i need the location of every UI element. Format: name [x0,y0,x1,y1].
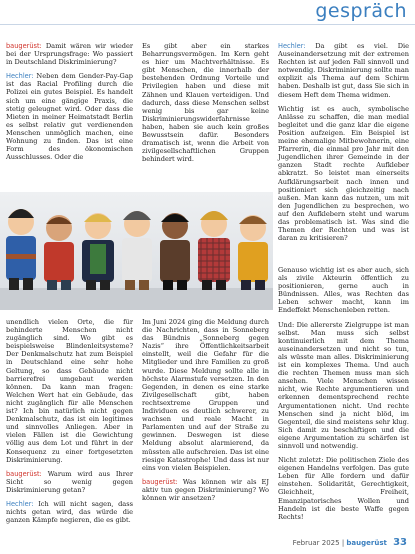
paragraph [278,105,409,243]
header-rule [0,24,415,25]
paragraph-text: Warum wird aus Ihrer Sicht so wenig gegen Diskriminierung getan? [6,469,133,494]
page-number: 33 [393,537,407,548]
paragraph [6,500,133,524]
paragraph-text: Und: Die allererste Zielgruppe ist man selbst. Man muss sich selbst kontinuierlich mit dem Thema auseinandersetzen und nicht so tun, als wüsste man alles. Diskriminierung ist ein komplexes Thema. Und auch die rechten Themen muss man sich ansehen. Viele Menschen wissen nicht, wie Rechte argumentieren und erkennen dementsprechend rechte Argumentationen nicht. Und rechte Menschen sind ja nicht blöd, im Gegenteil, die sind meistens sehr klug. Sich damit zu beschäftigen und die eigene Argumentation zu schärfen ist sinnvoll und notwendig. [278,320,409,450]
figure-2 [44,215,74,290]
figure-5 [160,213,190,290]
paragraph [6,318,133,464]
speaker-label: Hechler: [278,42,306,50]
article-column-2-top [142,42,269,169]
paragraph [6,470,133,494]
paragraph-text: Genauso wichtig ist es aber auch, sich als zivile Akteurin öffentlich zu positionieren, gerne auch in Bündnissen. Alles, was Rechten das Leben schwer macht, kann im Endeffekt Menschenleben retten. [278,266,409,315]
paragraph [278,321,409,451]
paragraph: Es gibt aber ein starkes Beharrungsvermögen. Im Kern geht es hier um Machtverhältnisse. Es gibt Menschen, die innerhalb der bestehenden Ordnung Vorteile und Privilegien haben und diese mit Zähnen und Klauen verteidigen. Und dadurch, dass diese Menschen selbst wenig bis gar keine Diskriminierungswiderfahrnisse haben, haben sie auch kein großes Bewusstsein dafür. Besonders dramatisch ist, wenn die Arbeit von zivilgesellschaftlichen Gruppen behindert wird. [142,42,269,164]
article-column-1-top [6,42,133,167]
figure-4 [122,211,152,290]
speaker-label: baugerüst: [6,469,42,478]
paragraph-text: Da gibt es viel. Die Auseinandersetzung mit der extremen Rechten ist auf jeden Fall sinnvoll und notwendig. Diskriminierung sollte man explizit als Thema auf dem Schirm haben. Deshalb ist gut, dass Sie sich in diesem Heft dem Thema widmen. [278,42,409,99]
issue-date: Februar 2025 [292,539,340,547]
paragraph-text: Im Juni 2024 ging die Meldung durch die Nachrichten, dass in Sonneberg das Bündnis „Sonneberg gegen Nazis“ ihre Öffentlichkeitsarbeit einstellt, weil die Gefahr für die Mitglieder und ihre Familien zu groß wurde. Diese Meldung sollte alle in höchste Alarmstufe versetzen. In den Gegenden, in denen es eine starke Zivilgesellschaft gibt, haben rechtsextreme Gruppen und Individuen es deutlich schwerer, zu wachsen und reale Macht in Parlamenten und auf der Straße zu gewinnen. Deswegen ist diese Meldung absolut alarmierend, da müssten alle aufschreien. Das ist eine riesige Katastrophe! Und dass ist nur eins von vielen Beispielen. [142,318,269,472]
paragraph-text: Wichtig ist es auch, symbolische Anlässe zu schaffen, die man medial begleitet und die ganz klar die eigene Position aufzeigen. Ein Beispiel ist meine ehemalige Mitbewohnerin, eine Pfarrerin, die einmal pro Jahr mit den Jugendlichen ihrer Gemeinde in der ganzen Stadt rechte Aufkleber abkratzt. So leistet man einerseits Aufklärungsarbeit nach innen und positioniert sich gleichzeitig nach außen. Man kann das nutzen, um mit den Jugendlichen zu besprechen, wo auf den Aufklebern steht und warum das problematisch ist. Was sind die Themen der Rechten und was ist daran zu kritisieren? [278,104,409,243]
paragraph [6,72,133,161]
speaker-label: baugerüst: [142,477,178,486]
figure-3 [82,213,114,290]
article-column-2-bottom [142,318,269,508]
paragraph-text: Was können wir als EJ aktiv tun gegen Diskriminierung? Wo können wir ansetzen? [142,477,269,502]
figure-1 [6,209,36,290]
paragraph [278,456,409,521]
paragraph [278,266,409,315]
paragraph-text: Damit wären wir wieder bei der Ursprungsfrage: Wo passiert in Deutschland Diskriminierung? [6,42,133,67]
paragraph-text: Nicht zuletzt: Die politischen Ziele des eigenen Handelns verfolgen. Das gute Leben für Alle fordern und dafür einstehen. Solidarität, Gerechtigkeit, Gleichheit, Freiheit, Emanzipatorisches Wollen und Handeln ist die beste Waffe gegen Rechts! [278,456,409,521]
paragraph [142,478,269,502]
paragraph [142,318,269,472]
speaker-label: Hechler: [6,499,34,508]
figure-6 [198,211,230,290]
paragraph-text: unendlich vielen Orte, die für behinderte Menschen nicht zugänglich sind. Wo gibt es beispielsweise Blindenleitsysteme? Der Denkmalschutz hat zum Beispiel in Deutschland eine sehr hohe Geltung, so dass Gebäude nicht barrierefrei umgebaut werden können. Da kann man fragen: Welchen Wert hat ein Gebäude, das nicht zugänglich für alle Menschen ist? Ich bin natürlich nicht gegen Denkmalschutz, das ist ein legitimes und sinnvolles Anliegen. Aber in vielen Fällen ist die Gewichtung völlig aus dem Lot und führt in der Konsequenz zu einer fortgesetzten Diskriminierung. [6,318,133,464]
speaker-label: baugerüst: [6,42,42,50]
article-column-3-top [278,42,409,248]
section-title: gespräch [315,0,407,22]
figures-illustration [0,192,273,310]
paragraph-text: Neben dem Gender-Pay-Gap ist das Racial Profiling durch die Polizei ein gutes Beispiel. Es handelt sich um eine gängige Praxis, die stetig geleugnet wird. Oder dass die Mieten in meiner Heimatstadt Berlin es selbst relativ gut verdienenden Menschen unmöglich machen, eine Wohnung zu finden. Das ist eine Form des ökonomischen Ausschlusses. Oder die [6,72,133,162]
paragraph-text: Ich will nicht sagen, dass nichts getan wird, das würde die ganzen Kämpfe negieren, die es gibt. [6,499,133,525]
page-footer: Februar 2025 | baugerüst 33 [292,537,407,548]
speaker-label: Hechler: [6,72,34,81]
magazine-brand: baugerüst [346,539,387,547]
figure-7 [238,215,268,290]
playmobil-figures-photo [0,192,273,310]
article-column-3-bottom [278,266,409,527]
paragraph [6,42,133,66]
article-column-1-bottom [6,318,133,530]
paragraph [278,42,409,99]
